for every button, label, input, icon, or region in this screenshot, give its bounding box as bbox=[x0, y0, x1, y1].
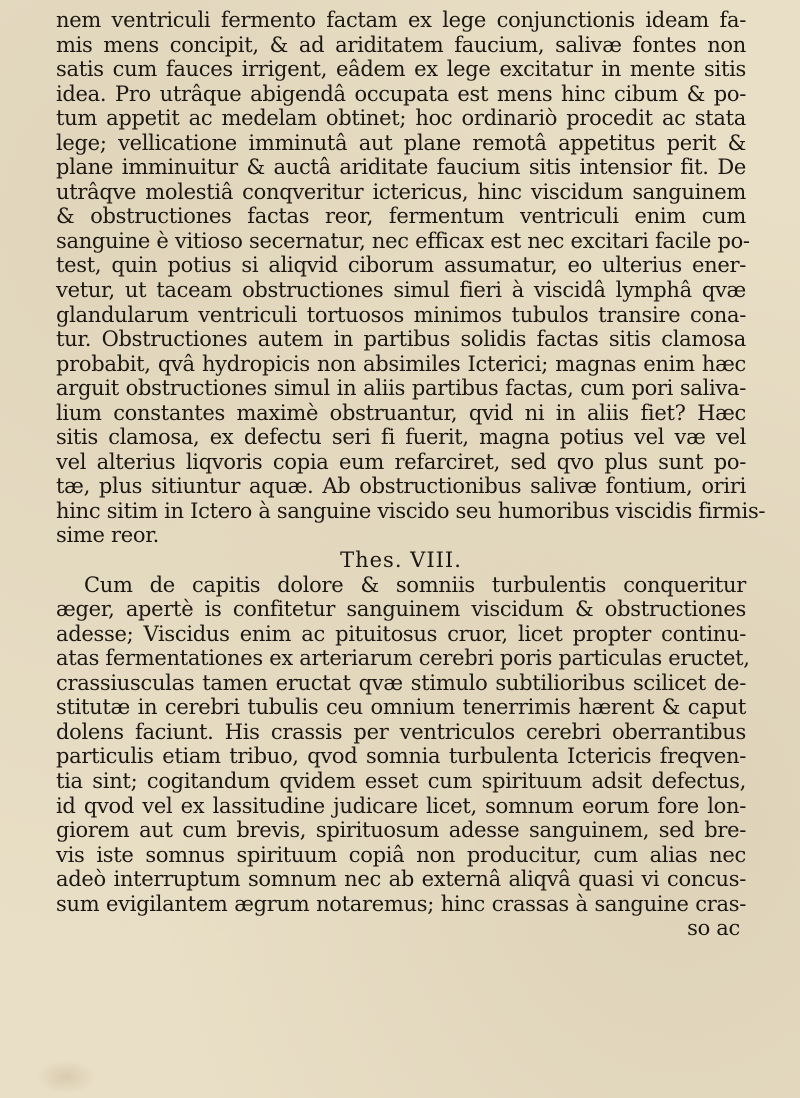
text-line-13: glandularum ventriculi tortuosos minimos tubulos transire cona- bbox=[56, 302, 746, 327]
text-line-19: vel alterius liqvoris copia eum refarciret, sed qvo plus sunt po- bbox=[56, 449, 746, 474]
body-text bbox=[56, 8, 766, 941]
text-line-31: particulis etiam tribuo, qvod somnia turbulenta Ictericis freqven- bbox=[56, 744, 746, 769]
text-line-27: atas fermentationes ex arteriarum cerebri poris particulas eructet, bbox=[56, 646, 750, 671]
text-line-7: plane imminuitur & auctâ ariditate faucium sitis intensior fit. De bbox=[56, 155, 746, 180]
text-line-37: sum evigilantem ægrum notaremus; hinc crassas à sanguine cras- bbox=[56, 891, 746, 916]
text-line-10: sanguine è vitioso secernatur, nec efficax est nec excitari facile po- bbox=[56, 228, 750, 253]
text-line-2: mis mens concipit, & ad ariditatem faucium, salivæ fontes non bbox=[56, 32, 746, 57]
text-line-32: tia sint; cogitandum qvidem esset cum spirituum adsit defectus, bbox=[56, 768, 746, 793]
text-line-21: hinc sitim in Ictero à sanguine viscido seu humoribus viscidis firmis- bbox=[56, 498, 766, 523]
text-line-22: sime reor. bbox=[56, 523, 160, 548]
text-line-15: probabit, qvâ hydropicis non absimiles Icterici; magnas enim hæc bbox=[56, 351, 746, 376]
text-line-4: idea. Pro utrâque abigendâ occupata est mens hinc cibum & po- bbox=[56, 81, 746, 106]
text-line-26: adesse; Viscidus enim ac pituitosus cruor, licet propter continu- bbox=[56, 621, 746, 646]
text-line-20: tæ, plus sitiuntur aquæ. Ab obstructionibus salivæ fontium, oriri bbox=[56, 474, 746, 499]
section-heading: Thes. VIII. bbox=[340, 548, 462, 573]
text-line-11: test, quin potius si aliqvid ciborum assumatur, eo ulterius ener- bbox=[56, 253, 746, 278]
text-line-12: vetur, ut taceam obstructiones simul fieri à viscidâ lymphâ qvæ bbox=[56, 278, 746, 303]
text-line-9: & obstructiones factas reor, fermentum ventriculi enim cum bbox=[56, 204, 746, 229]
text-line-8: utrâqve molestiâ conqveritur ictericus, hinc viscidum sanguinem bbox=[56, 179, 746, 204]
text-line-14: tur. Obstructiones autem in partibus solidis factas sitis clamosa bbox=[56, 327, 746, 352]
text-line-5: tum appetit ac medelam obtinet; hoc ordinariò procedit ac stata bbox=[56, 106, 746, 131]
text-line-1: nem ventriculi fermento factam ex lege conjunctionis ideam fa- bbox=[56, 8, 746, 32]
text-line-30: dolens faciunt. His crassis per ventriculos cerebri oberrantibus bbox=[56, 719, 746, 744]
text-line-36: adeò interruptum somnum nec ab externâ aliqvâ quasi vi concus- bbox=[56, 867, 746, 892]
text-line-25: æger, apertè is confitetur sanguinem viscidum & obstructiones bbox=[56, 597, 746, 622]
catchword: so ac bbox=[687, 916, 740, 941]
text-line-18: sitis clamosa, ex defectu seri fi fuerit, magna potius vel væ vel bbox=[56, 425, 746, 450]
text-line-3: satis cum fauces irrigent, eâdem ex lege excitatur in mente sitis bbox=[56, 57, 746, 82]
text-line-16: arguit obstructiones simul in aliis partibus factas, cum pori saliva- bbox=[56, 376, 746, 401]
text-line-29: stitutæ in cerebri tubulis ceu omnium tenerrimis hærent & caput bbox=[56, 695, 746, 720]
text-line-24: Cum de capitis dolore & somniis turbulentis conqueritur bbox=[84, 572, 746, 597]
text-line-17: lium constantes maximè obstruantur, qvid ni in aliis fiet? Hæc bbox=[56, 400, 746, 425]
paper-stain bbox=[36, 1060, 96, 1094]
text-line-35: vis iste somnus spirituum copiâ non producitur, cum alias nec bbox=[56, 842, 746, 867]
text-line-34: giorem aut cum brevis, spirituosum adesse sanguinem, sed bre- bbox=[56, 818, 746, 843]
text-line-6: lege; vellicatione imminutâ aut plane remotâ appetitus perit & bbox=[56, 130, 746, 155]
text-line-28: crassiusculas tamen eructat qvæ stimulo subtilioribus scilicet de- bbox=[56, 670, 746, 695]
text-line-33: id qvod vel ex lassitudine judicare licet, somnum eorum fore lon- bbox=[56, 793, 746, 818]
